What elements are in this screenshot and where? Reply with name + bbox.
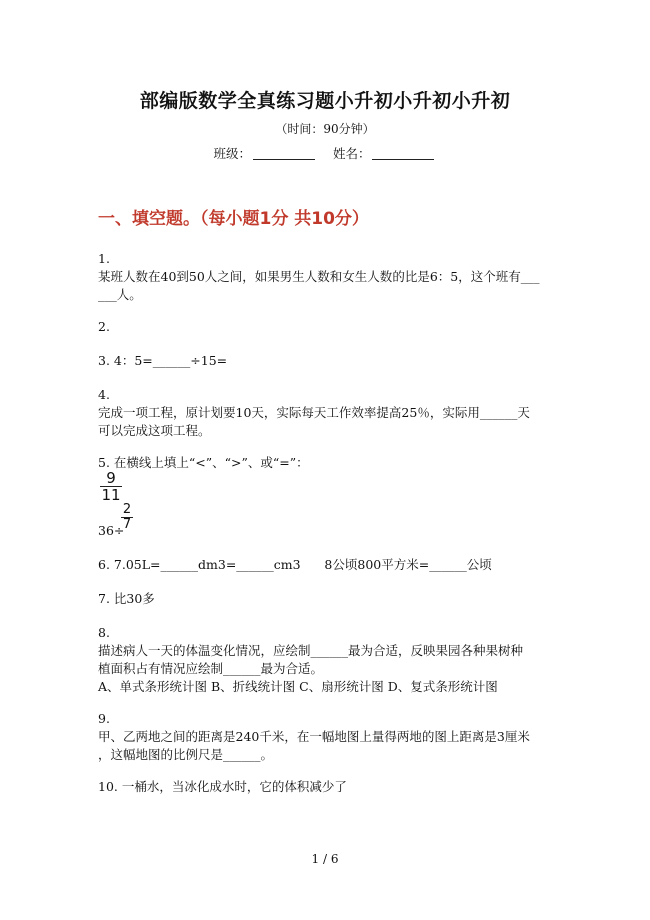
- fraction-numerator: 9: [106, 469, 116, 487]
- question-2: [98, 318, 558, 336]
- fraction-denominator: 11: [101, 486, 121, 504]
- q9-line1: 甲、乙两地之间的距离是240千米，在一幅地图上量得两地的图上距离是3厘米: [98, 729, 530, 744]
- question-7: [98, 590, 558, 608]
- q4-number: 4.: [98, 387, 110, 402]
- question-9: [98, 710, 558, 764]
- question-5: [98, 454, 558, 472]
- q7-text: 7. 比30多: [98, 591, 155, 606]
- class-blank[interactable]: [253, 147, 315, 160]
- q10-text: 10. 一桶水，当冰化成水时，它的体积减少了: [98, 779, 347, 794]
- q5-expression: [98, 522, 138, 540]
- q8-number: 8.: [98, 625, 110, 640]
- question-8: [98, 624, 558, 696]
- q8-line2: 植面积占有情况应绘制______最为合适。: [98, 661, 324, 676]
- section-title: 一、填空题。（每小题1分 共10分）: [98, 209, 369, 229]
- q1-line1: 某班人数在40到50人之间，如果男生人数和女生人数的比是6：5，这个班有___: [98, 269, 540, 284]
- question-6: [98, 556, 558, 574]
- fraction-9-11: [100, 470, 122, 503]
- q6-text: 6. 7.05L=______dm3=______cm3 8公顷800平方米=______公顷: [98, 557, 492, 572]
- q3-text: 3. 4：5=______÷15=: [98, 353, 228, 368]
- q1-line2: ___人。: [98, 287, 142, 302]
- q9-number: 9.: [98, 711, 110, 726]
- fraction-numerator: 2: [122, 502, 132, 517]
- student-info: [0, 144, 650, 162]
- q9-line2: ，这幅地图的比例尺是______。: [98, 747, 274, 762]
- q5-prefix: 36÷: [98, 523, 125, 538]
- page-number: 1 / 6: [311, 852, 339, 866]
- q2-number: 2.: [98, 319, 110, 334]
- fraction-denominator: 7: [122, 517, 132, 532]
- question-1: [98, 250, 558, 304]
- name-blank[interactable]: [372, 147, 434, 160]
- question-10: [98, 778, 558, 796]
- time-limit: （时间：90分钟）: [275, 122, 375, 136]
- q4-line1: 完成一项工程，原计划要10天，实际每天工作效率提高25％，实际用______天: [98, 405, 530, 420]
- page-title: 部编版数学全真练习题小升初小升初小升初: [139, 90, 511, 112]
- name-label: 姓名：: [332, 146, 371, 161]
- class-label: 班级：: [213, 146, 252, 161]
- q1-number: 1.: [98, 251, 110, 266]
- question-4: [98, 386, 558, 440]
- q8-options: A、单式条形统计图 B、折线统计图 C、扇形统计图 D、复式条形统计图: [98, 679, 498, 694]
- question-3: [98, 352, 558, 370]
- q5-text: 5. 在横线上填上“<”、“>”、或“=”：: [98, 455, 309, 470]
- q4-line2: 可以完成这项工程。: [98, 423, 211, 438]
- q8-line1: 描述病人一天的体温变化情况，应绘制______最为合适，反映果园各种果树种: [98, 643, 524, 658]
